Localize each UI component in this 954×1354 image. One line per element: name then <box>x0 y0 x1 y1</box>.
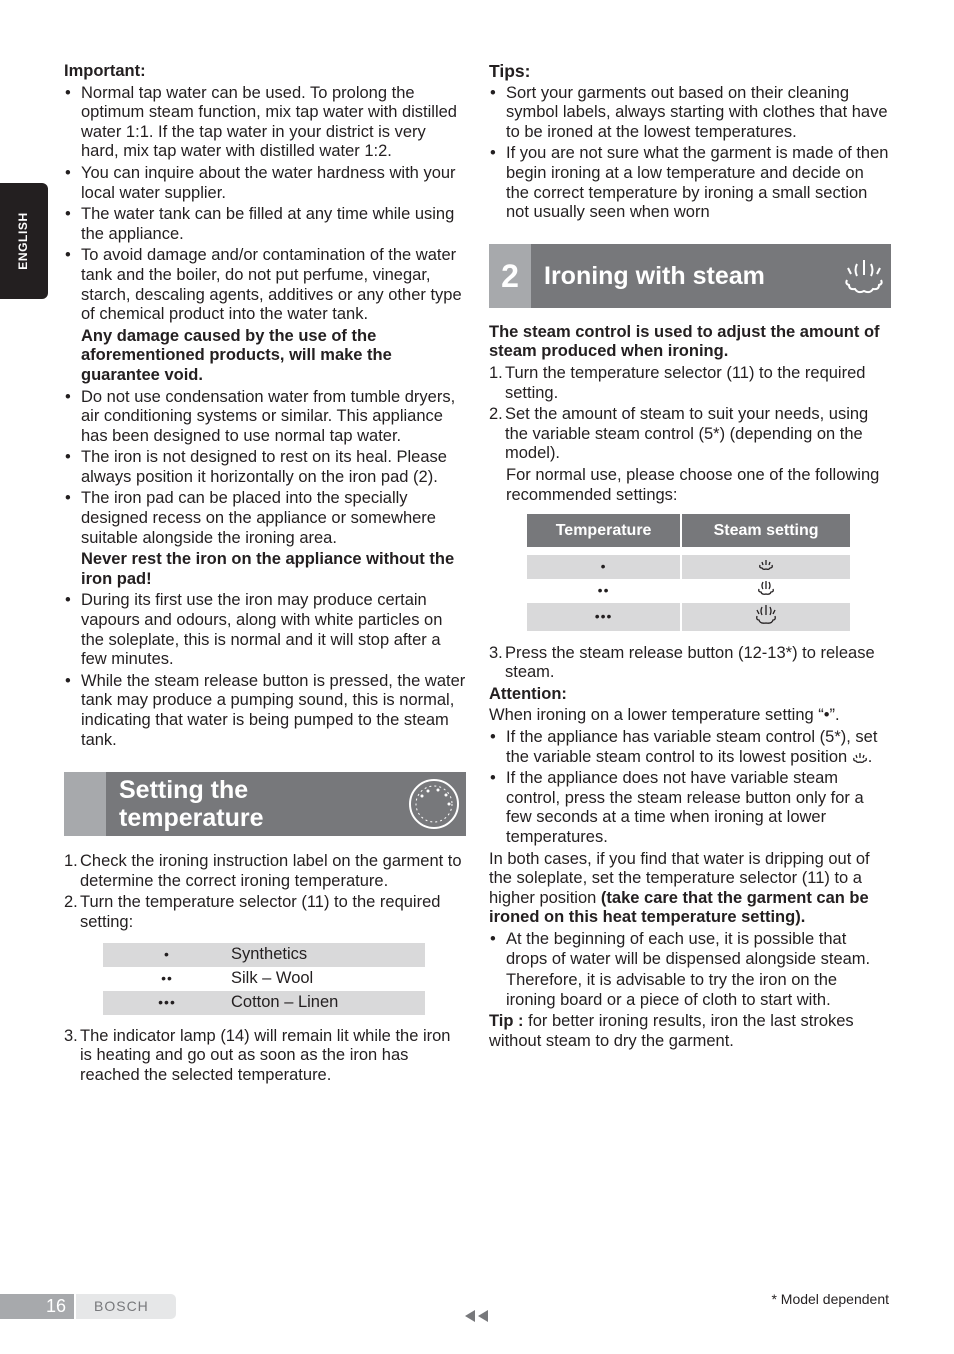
left-column <box>64 62 466 1085</box>
guarantee-warning: Any damage caused by the use of the aforementioned products, will make the guarantee void. <box>81 326 392 384</box>
step-number: 1. <box>64 852 78 871</box>
temperature-dots: •• <box>161 969 173 986</box>
list-item: • During its first use the iron may produce certain vapours and odours, along with white particles on the soleplate, this is normal and it will stop after a few minutes. <box>64 591 466 669</box>
attention-list <box>489 728 891 848</box>
temperature-dots: ••• <box>527 603 681 631</box>
fabric-label: Synthetics <box>231 943 425 967</box>
table-row <box>527 603 850 631</box>
list-item: • The iron is not designed to rest on its heal. Please always position it horizontally on the iron pad (2). <box>64 448 466 487</box>
list-item: • Do not use condensation water from tumble dryers, air conditioning systems or similar. This appliance has been designed to use normal tap water. <box>64 388 466 447</box>
both-cases-text: In both cases, if you find that water is dripping out of the soleplate, set the temperature selector (11) to a higher position <box>489 849 870 907</box>
table-header-row <box>527 514 850 547</box>
temperature-steps-2 <box>64 1027 466 1086</box>
list-item <box>489 644 891 683</box>
temperature-dots: ••• <box>103 991 231 1015</box>
steam-intro: The steam control is used to adjust the amount of steam produced when ironing. <box>489 322 880 361</box>
tips-heading: Tips: <box>489 61 531 81</box>
temperature-dots: •• <box>597 582 610 599</box>
table-row <box>103 943 425 967</box>
step-text: The indicator lamp (14) will remain lit while the iron is heating and go out as soon as the iron has reached the selected temperature. <box>80 1026 451 1084</box>
bullet-text: If the appliance has variable steam control (5*), set the variable steam control to its lowest position <box>506 728 878 766</box>
list-item <box>64 893 466 932</box>
list-item: • The iron pad can be placed into the specially designed recess on the appliance or somewhere suitable alongside the ironing area. <box>64 489 466 548</box>
column-header-temperature: Temperature <box>527 514 681 547</box>
list-item: • You can inquire about the water hardness with your local water supplier. <box>64 164 466 203</box>
steam-steps-2 <box>489 644 891 683</box>
step-text: Turn the temperature selector (11) to the required setting. <box>505 363 866 402</box>
section-header-steam <box>489 244 891 308</box>
back-arrows-icon[interactable] <box>462 1308 490 1330</box>
list-item: • At the beginning of each use, it is possible that drops of water will be dispensed alongside steam. <box>489 930 891 969</box>
attention-heading: Attention: <box>489 684 567 703</box>
important-heading: Important: <box>64 62 146 80</box>
steam-icon <box>843 254 885 304</box>
list-item <box>489 405 891 464</box>
temperature-dial-icon <box>408 778 460 836</box>
table-row <box>527 555 850 579</box>
tips-list <box>489 84 891 223</box>
list-item <box>489 728 891 767</box>
table-row <box>103 991 425 1015</box>
section-title-line: Setting the <box>119 776 249 805</box>
table-row <box>527 579 850 603</box>
column-header-steam: Steam setting <box>681 514 850 547</box>
step-number: 3. <box>489 643 503 662</box>
table-gap <box>527 547 850 555</box>
step-text: Check the ironing instruction label on the garment to determine the correct ironing temperature. <box>80 852 462 890</box>
language-tab <box>0 183 48 299</box>
section-header-temperature <box>64 772 466 836</box>
steam-level-2-icon <box>681 579 850 603</box>
model-dependent-note: * Model dependent <box>771 1291 889 1307</box>
attention-text: When ironing on a lower temperature setting “•”. <box>489 706 840 725</box>
beginning-extra: Therefore, it is advisable to try the iron on the ironing board or a piece of cloth to start with. <box>506 971 838 1009</box>
step-number: 1. <box>489 363 503 382</box>
steam-settings-table <box>527 514 850 631</box>
tip-paragraph <box>489 1012 891 1051</box>
list-item: • Normal tap water can be used. To prolong the optimum steam function, mix tap water with distilled water 1:1. If the tap water in your district is very hard, mix tap water with distilled water 1:2. <box>64 84 466 162</box>
tip-label: Tip : <box>489 1012 524 1031</box>
temperature-dots: • <box>103 943 231 967</box>
both-cases-paragraph <box>489 850 891 928</box>
brand-label: BOSCH <box>76 1294 176 1319</box>
section-title: Ironing with steam <box>544 261 765 290</box>
temperature-dots: • <box>527 555 681 579</box>
steam-steps <box>489 364 891 464</box>
section-title-line: temperature <box>119 804 264 833</box>
list-item: • If the appliance does not have variable steam control, press the steam release button only for a few seconds at a time when ironing at lower temperatures. <box>489 769 891 847</box>
table-row <box>103 967 425 991</box>
steam-level-3-icon <box>681 603 850 631</box>
section-title <box>119 776 264 832</box>
list-item <box>489 364 891 403</box>
bullet-end: . <box>867 747 873 766</box>
list-item <box>64 1027 466 1086</box>
temperature-table <box>103 943 425 1015</box>
step-text: Turn the temperature selector (11) to the required setting: <box>80 893 441 931</box>
temperature-steps <box>64 852 466 932</box>
fabric-label: Silk – Wool <box>231 968 314 987</box>
important-list-2 <box>64 388 466 549</box>
step-number: 2. <box>489 405 503 424</box>
important-list <box>64 84 466 325</box>
steam-level-1-icon <box>681 555 850 579</box>
iron-pad-warning: Never rest the iron on the appliance without the iron pad! <box>81 550 455 588</box>
both-cases-bold: (take care that the garment can be ironed on this heat temperature setting). <box>489 888 869 927</box>
section-number: 2 <box>501 257 519 294</box>
step-number: 3. <box>64 1026 78 1045</box>
important-list-3 <box>64 591 466 750</box>
section-header-lead <box>489 244 531 308</box>
list-item: • To avoid damage and/or contamination of the water tank and the boiler, do not put perfume, vinegar, starch, descaling agents, additives or any other type of chemical product into the water tank. <box>64 246 466 324</box>
fabric-label: Cotton – Linen <box>231 991 425 1015</box>
list-item: • The water tank can be filled at any time while using the appliance. <box>64 205 466 244</box>
list-item: • While the steam release button is pressed, the water tank may produce a pumping sound, this is normal, indicating that water is being pumped to the steam tank. <box>64 672 466 750</box>
step-2-extra: For normal use, please choose one of the following recommended settings: <box>506 465 880 504</box>
list-item: • If you are not sure what the garment is made of then begin ironing at a low temperature and decide on the correct temperature by ironing a small section not usually seen when worn <box>489 144 891 222</box>
language-label: ENGLISH <box>16 212 31 270</box>
section-header-lead <box>64 772 106 836</box>
steam-lowest-icon <box>852 750 868 764</box>
page-number: 16 <box>0 1294 74 1319</box>
beginning-list <box>489 930 891 969</box>
list-item <box>64 852 466 891</box>
step-number: 2. <box>64 893 78 912</box>
right-column <box>489 62 891 1052</box>
tip-text: for better ironing results, iron the last strokes without steam to dry the garment. <box>489 1012 854 1050</box>
step-text: Press the steam release button (12-13*) to release steam. <box>505 643 875 682</box>
step-text: Set the amount of steam to suit your needs, using the variable steam control (5*) (depending on the model). <box>505 405 869 463</box>
list-item: • Sort your garments out based on their cleaning symbol labels, always starting with clothes that have to be ironed at the lowest temperatures. <box>489 84 891 143</box>
